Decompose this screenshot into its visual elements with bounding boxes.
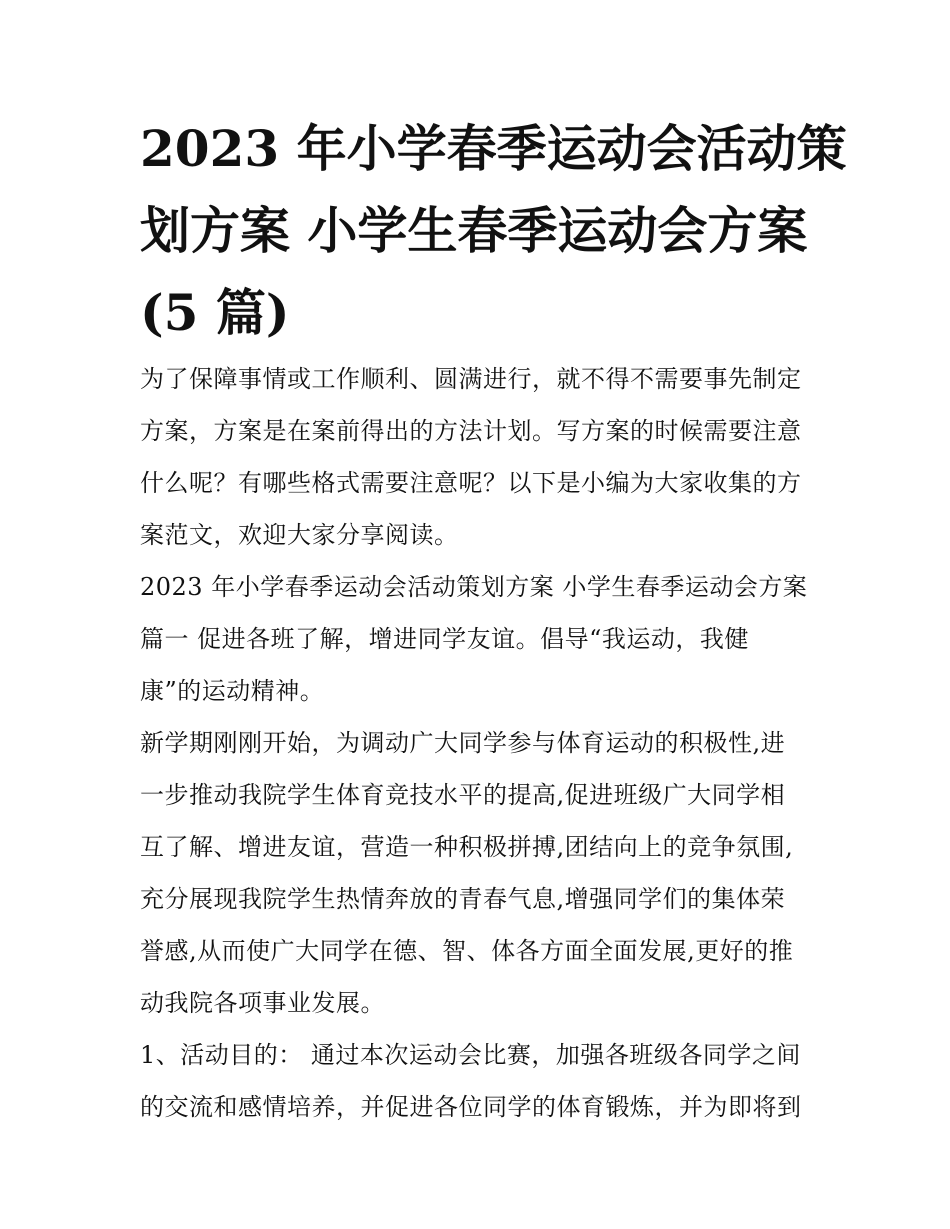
body-line: 的交流和感情培养，并促进各位同学的体育锻炼，并为即将到 bbox=[140, 1093, 802, 1121]
body-line: 方案，方案是在案前得出的方法计划。写方案的时候需要注意 bbox=[140, 417, 802, 445]
body-line: 案范文，欢迎大家分享阅读。 bbox=[140, 521, 459, 549]
title-line: 划方案 小学生春季运动会方案 bbox=[140, 201, 808, 260]
body-line: 充分展现我院学生热情奔放的青春气息,增强同学们的集体荣 bbox=[140, 885, 786, 913]
body-line: 誉感,从而使广大同学在德、智、体各方面全面发展,更好的推 bbox=[140, 937, 794, 965]
body-line: 什么呢？有哪些格式需要注意呢？以下是小编为大家收集的方 bbox=[140, 469, 802, 497]
body-line: 互了解、增进友谊，营造一种积极拼搏,团结向上的竞争氛围, bbox=[140, 833, 794, 861]
document-body bbox=[140, 353, 820, 1133]
body-line: 1、活动目的： 通过本次运动会比赛，加强各班级各同学之间 bbox=[140, 1041, 801, 1069]
body-line: 一步推动我院学生体育竞技水平的提高,促进班级广大同学相 bbox=[140, 781, 786, 809]
body-line: 康”的运动精神。 bbox=[140, 677, 325, 705]
body-line: 2023 年小学春季运动会活动策划方案 小学生春季运动会方案 bbox=[140, 573, 808, 601]
body-line: 为了保障事情或工作顺利、圆满进行，就不得不需要事先制定 bbox=[140, 365, 802, 393]
document-title bbox=[140, 108, 847, 354]
body-line: 动我院各项事业发展。 bbox=[140, 989, 385, 1017]
body-line: 新学期刚刚开始，为调动广大同学参与体育运动的积极性,进 bbox=[140, 729, 786, 757]
body-line: 篇一 促进各班了解，增进同学友谊。倡导“我运动，我健 bbox=[140, 625, 749, 653]
title-line: (5 篇) bbox=[140, 283, 290, 342]
title-line: 2023 年小学春季运动会活动策 bbox=[140, 119, 847, 178]
